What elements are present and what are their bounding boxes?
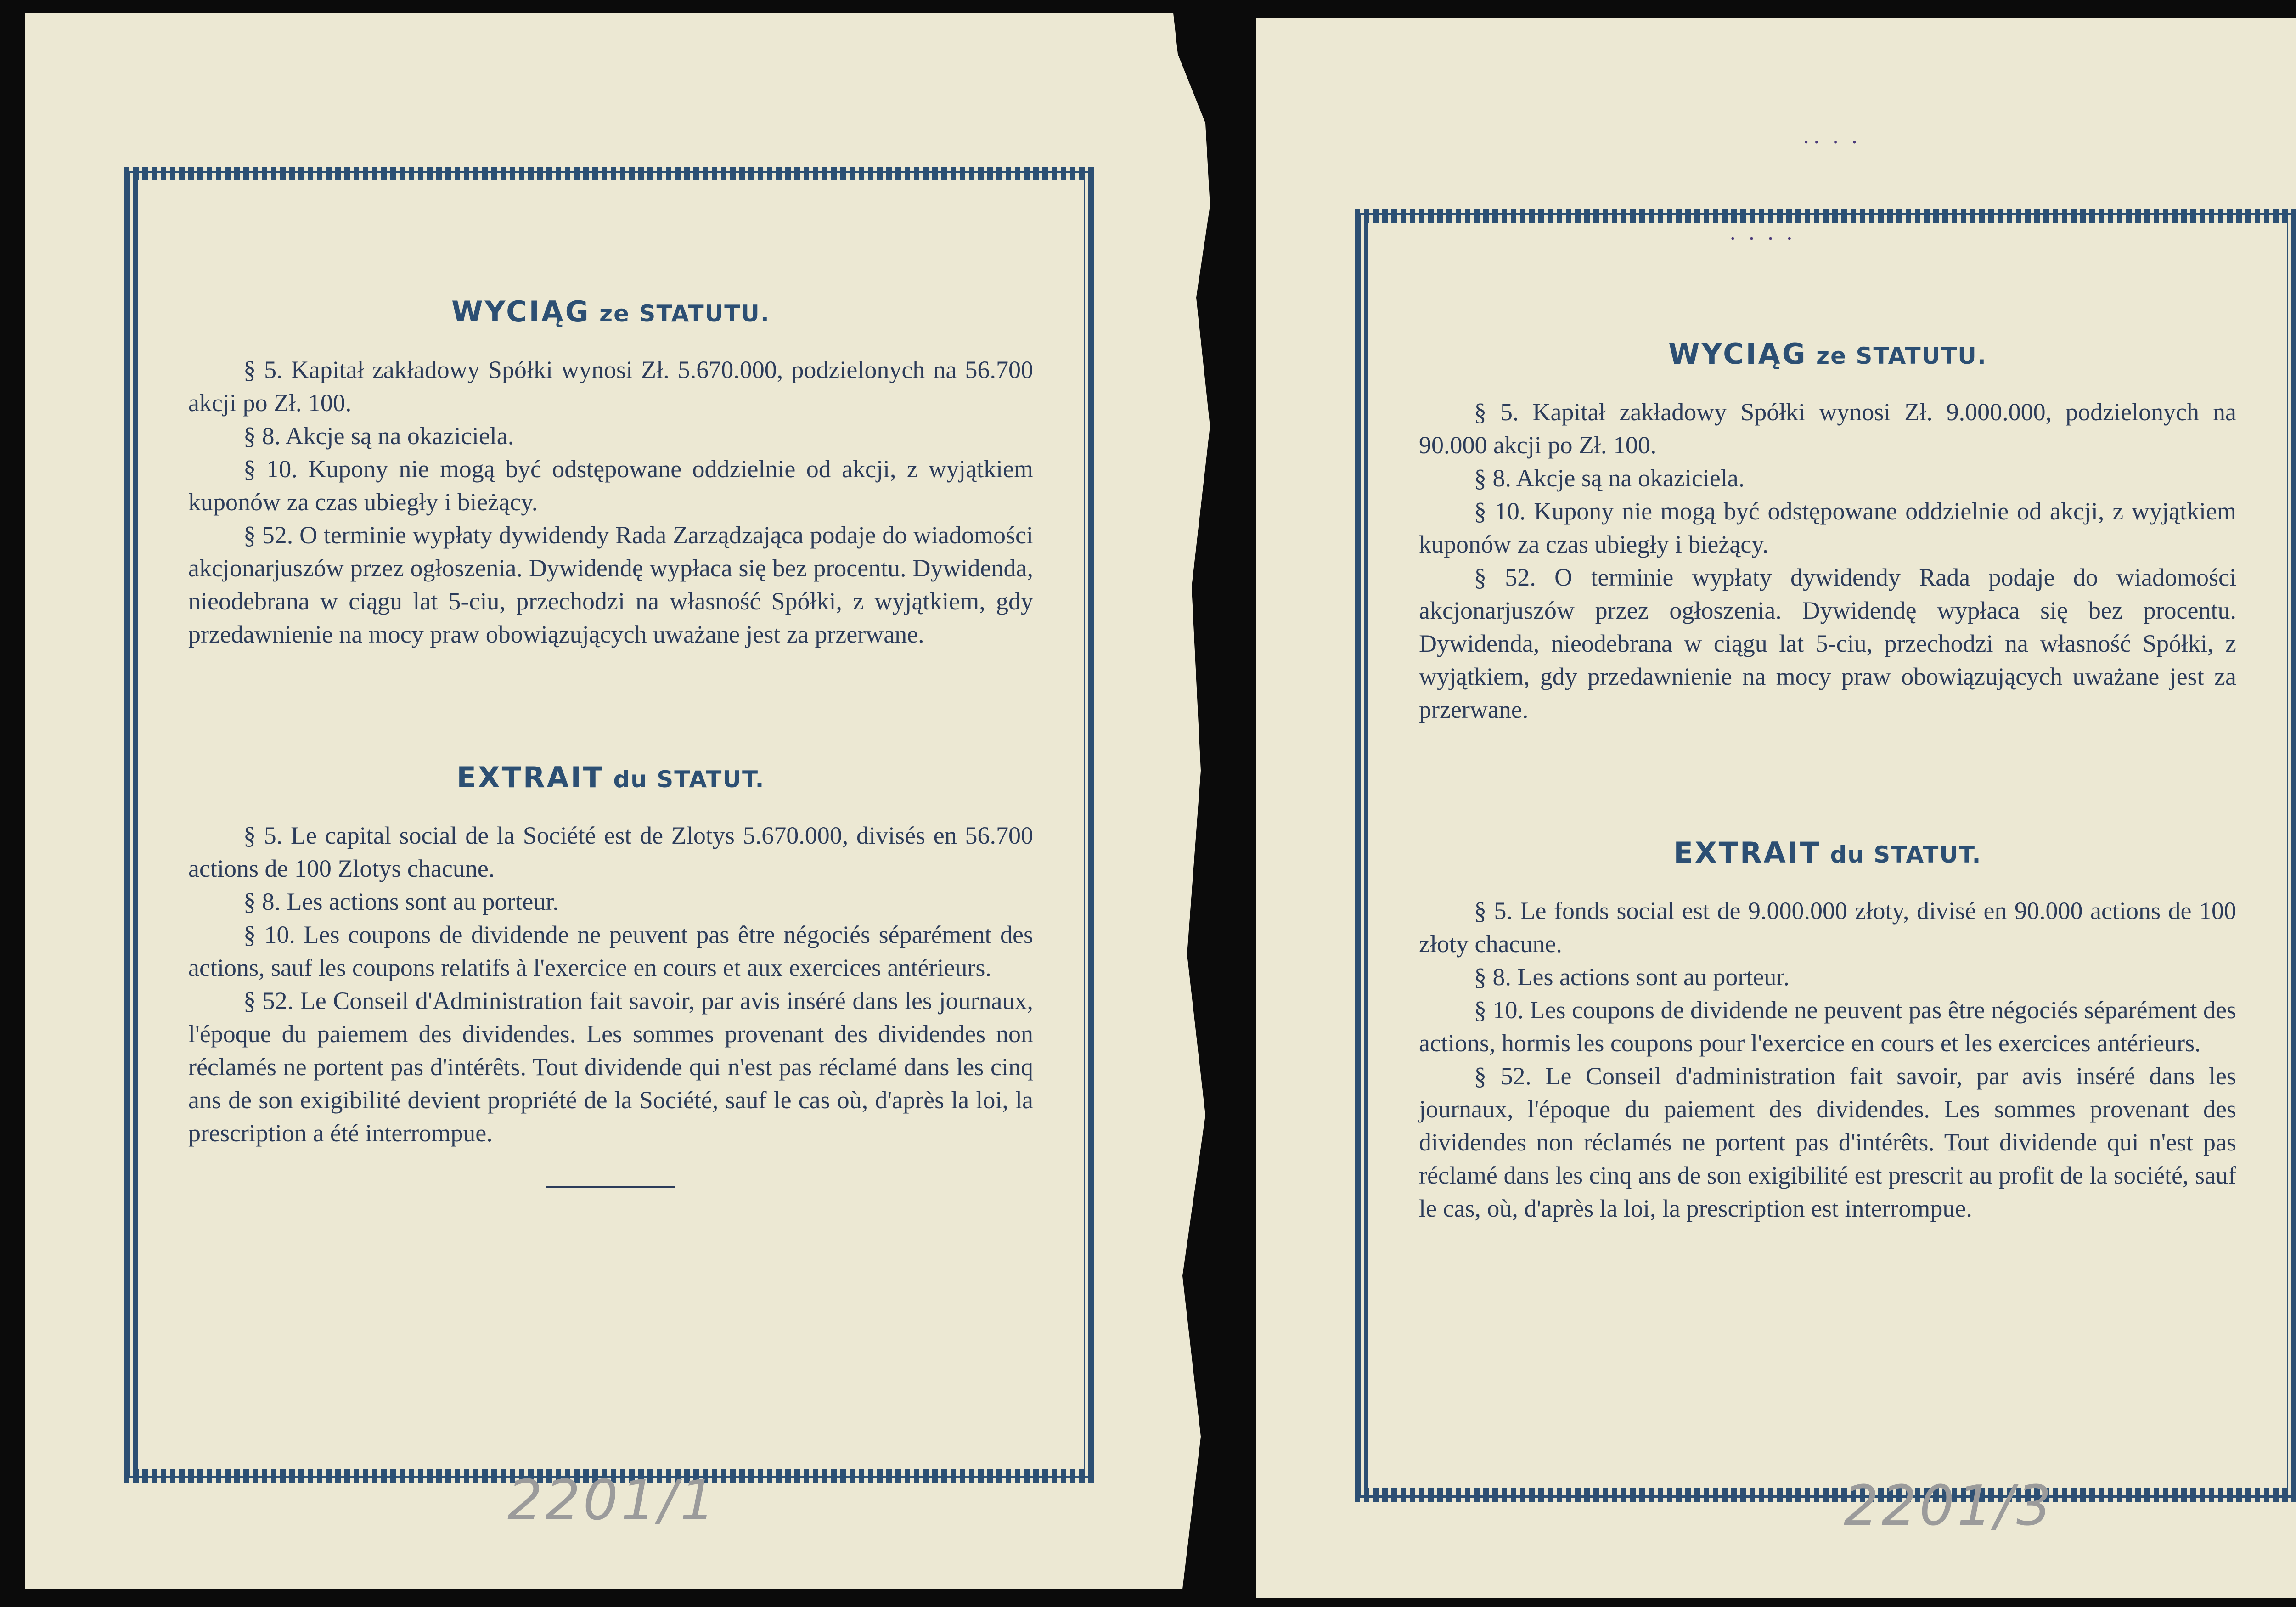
ink-stamp-mark: · · · · <box>1729 226 1796 251</box>
polish-paragraph: § 8. Akcje są na okaziciela. <box>1474 464 1745 492</box>
french-paragraph: § 8. Les actions sont au porteur. <box>243 888 559 915</box>
french-paragraph: § 52. Le Conseil d'administration fait savoir, par avis inséré dans les journaux, l'époque du paiement des dividendes. Les sommes provenant des dividendes non réclamés ne portent pas d'intérêts. Tout dividende qui n'est pas réclamé dans les cinq ans de son exigibilité est prescrit au profit de la société, sauf le cas, où, d'après la loi, la prescription est interrompue. <box>1419 1062 2236 1222</box>
document-sheet-right <box>1256 18 2296 1598</box>
french-paragraph: § 10. Les coupons de dividende ne peuvent pas être négociés séparément des actions, hormis les coupons pour l'exercice en cours et les exercices antérieurs. <box>1419 996 2236 1057</box>
chain-border-frame <box>124 167 1097 1483</box>
polish-paragraph: § 8. Akcje są na okaziciela. <box>243 422 514 450</box>
polish-paragraph: § 5. Kapitał zakładowy Spółki wynosi Zł. 9.000.000, podzielonych na 90.000 akcji po Zł. 100. <box>1419 398 2236 459</box>
statute-content <box>188 295 1033 1188</box>
french-paragraph: § 5. Le capital social de la Société est de Zlotys 5.670.000, divisés en 56.700 actions de 100 Zlotys chacune. <box>188 822 1033 882</box>
french-heading: EXTRAIT du STATUT. <box>1673 836 1982 869</box>
document-sheet-left <box>25 13 1210 1589</box>
statute-content <box>1419 338 2236 1225</box>
polish-paragraph: § 10. Kupony nie mogą być odstępowane oddzielnie od akcji, z wyjątkiem kuponów za czas ubiegły i bieżący. <box>188 455 1033 516</box>
french-paragraph: § 52. Le Conseil d'Administration fait savoir, par avis inséré dans les journaux, l'époque du paiemem des dividendes. Les sommes provenant des dividendes non réclamés ne portent pas d'intérêts. Tout dividende qui n'est pas réclamé dans les cinq ans de son exigibilité devient propriété de la Société, sauf le cas où, d'après la loi, la prescription a été interrompue. <box>188 987 1033 1147</box>
polish-paragraph: § 52. O terminie wypłaty dywidendy Rada podaje do wiadomości akcjonarjuszów przez ogłoszenia. Dywidendę wypłaca się bez procentu. Dywidenda, nieodebrana w ciągu lat 5-ciu, przechodzi na własność Spółki, z wyjątkiem, gdy przedawnienie na mocy praw obowiązujących uważane jest za przerwane. <box>1419 564 2236 723</box>
polish-heading: WYCIĄG ze STATUTU. <box>451 295 770 328</box>
french-heading: EXTRAIT du STATUT. <box>456 761 765 794</box>
chain-border-frame <box>1355 209 2296 1502</box>
french-paragraph: § 10. Les coupons de dividende ne peuvent pas être négociés séparément des actions, sauf les coupons relatifs à l'exercice en cours et aux exercices antérieurs. <box>188 921 1033 981</box>
polish-paragraph: § 52. O terminie wypłaty dywidendy Rada Zarządzająca podaje do wiadomości akcjonarjuszów przez ogłoszenia. Dywidendę wypłaca się bez procentu. Dywidenda, nieodebrana w ciągu lat 5-ciu, przechodzi na własność Spółki, z wyjątkiem, gdy przedawnienie na mocy praw obowiązujących uważane jest za przerwane. <box>188 521 1033 648</box>
divider-rule <box>546 1186 675 1188</box>
polish-heading: WYCIĄG ze STATUTU. <box>1668 337 1987 371</box>
polish-paragraph: § 5. Kapitał zakładowy Spółki wynosi Zł. 5.670.000, podzielonych na 56.700 akcji po Zł. 100. <box>188 356 1033 417</box>
french-paragraph: § 5. Le fonds social est de 9.000.000 złoty, divisé en 90.000 actions de 100 złoty chacune. <box>1419 897 2236 958</box>
handwritten-archive-number: 2201/1 <box>507 1469 718 1533</box>
handwritten-archive-number: 2201/3 <box>1844 1474 2054 1538</box>
polish-paragraph: § 10. Kupony nie mogą być odstępowane oddzielnie od akcji, z wyjątkiem kuponów za czas ubiegły i bieżący. <box>1419 497 2236 558</box>
french-paragraph: § 8. Les actions sont au porteur. <box>1474 963 1790 991</box>
ink-stamp-mark: ·· · · <box>1802 129 1861 155</box>
